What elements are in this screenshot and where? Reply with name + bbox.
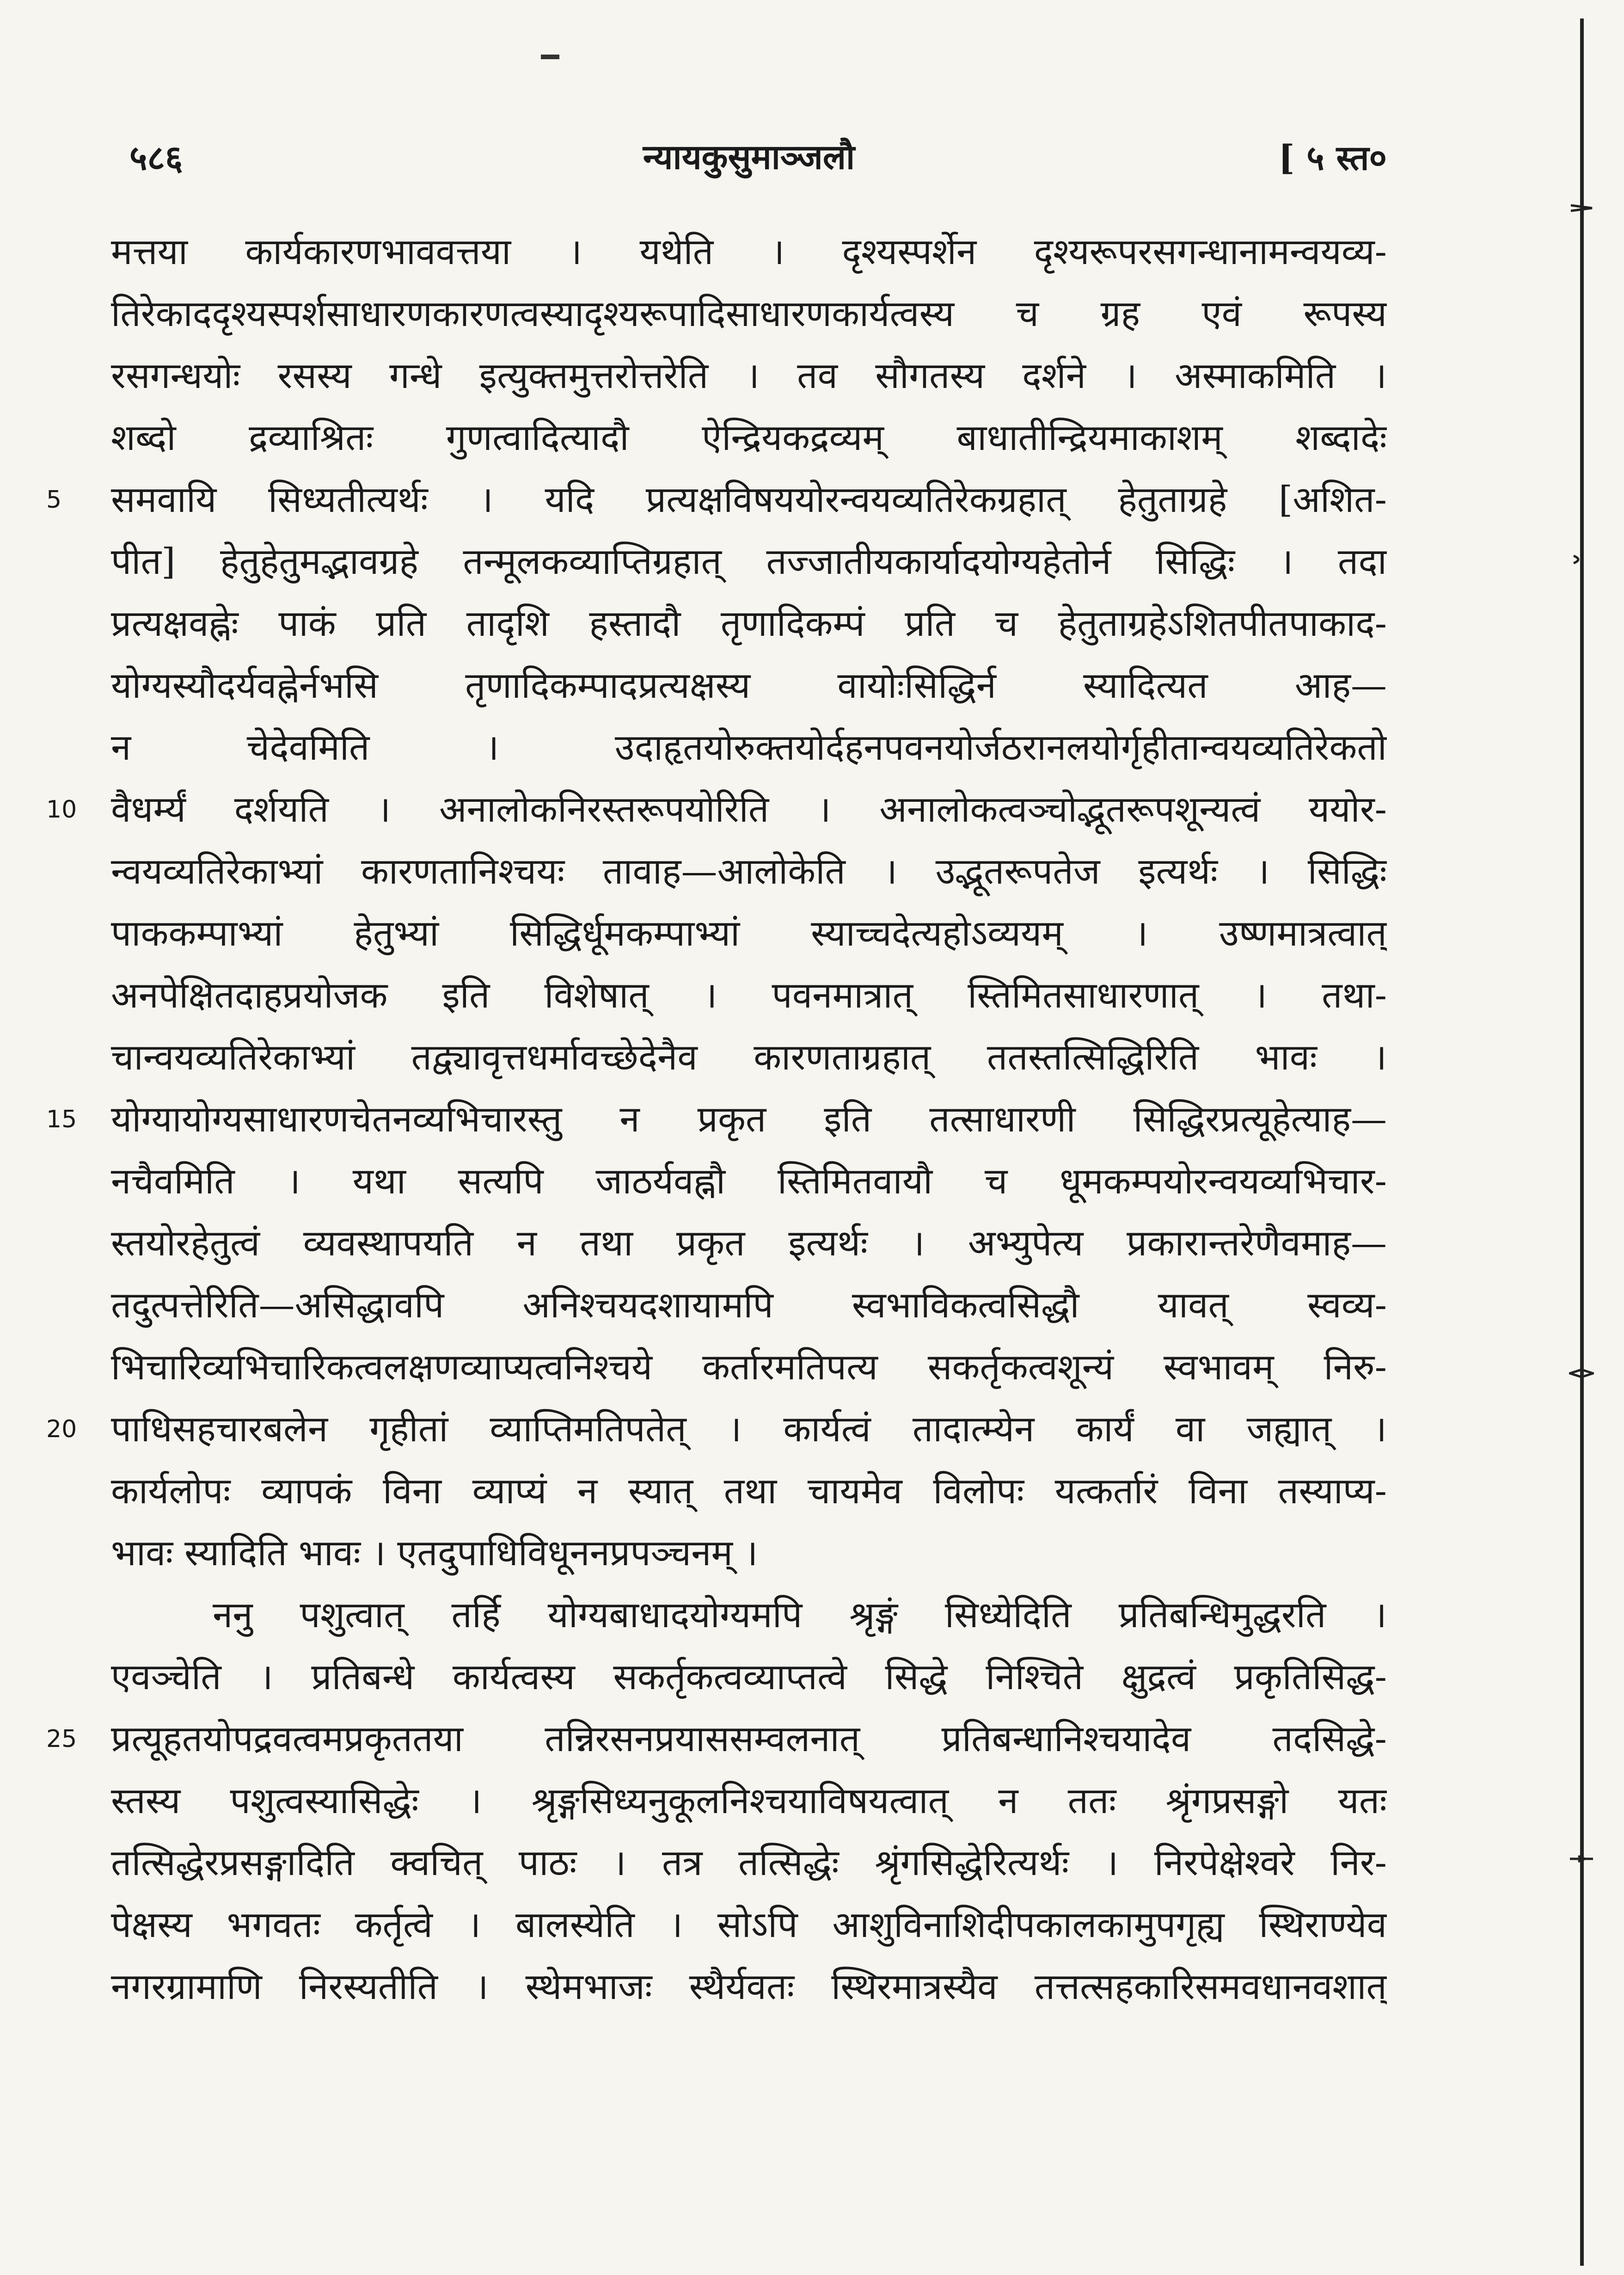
- text-line: पाधिसहचारबलेन गृहीतां व्याप्तिमतिपतेत् । कार्यत्वं तादात्म्येन कार्यं वा जह्यात् ।: [111, 1408, 1387, 1450]
- text-line: योग्यायोग्यसाधारणचेतनव्यभिचारस्तु न प्रकृत इति तत्साधारणी सिद्धिरप्रत्यूहेत्याह—: [111, 1099, 1387, 1140]
- text-line: स्तस्य पशुत्वस्यासिद्धेः । श्रृङ्गसिध्यनुकूलनिश्चयाविषयत्वात् न ततः श्रृंगप्रसङ्गो यतः: [111, 1780, 1387, 1822]
- top-mark: [541, 55, 559, 59]
- text-line: नगरग्रामाणि निरस्यतीति । स्थेमभाजः स्थैर्यवतः स्थिरमात्रस्यैव तत्तत्सहकारिसमवधानवशात्: [111, 1966, 1387, 2008]
- text-line: एवञ्चेति । प्रतिबन्धे कार्यत्वस्य सकर्तृकत्वव्याप्तत्वे सिद्धे निश्चिते क्षुद्रत्वं प्रकृतिसिद्ध-: [111, 1656, 1387, 1698]
- page-number: ५८६: [129, 138, 183, 178]
- text-line: भिचारिव्यभिचारिकत्वलक्षणव्याप्यत्वनिश्चये कर्तारमतिपत्य सकर्तृकत्वशून्यं स्वभावम् निरु-: [111, 1347, 1387, 1388]
- line-number: 10: [46, 796, 77, 824]
- binding-margin-line: [1580, 18, 1584, 2266]
- text-line: न्वयव्यतिरेकाभ्यां कारणतानिश्चयः तावाह—आलोकेति । उद्भूतरूपतेज इत्यर्थः । सिद्धिः: [111, 851, 1387, 892]
- text-line: समवायि सिध्यतीत्यर्थः । यदि प्रत्यक्षविषययोरन्वयव्यतिरेकग्रहात् हेतुताग्रहे [अशित-: [111, 479, 1387, 521]
- text-line: वैधर्म्यं दर्शयति । अनालोकनिरस्तरूपयोरिति । अनालोकत्वञ्चोद्भूतरूपशून्यत्वं ययोर-: [111, 789, 1387, 830]
- section-marker: [ ५ स्त०: [1278, 138, 1387, 178]
- text-line: रसगन्धयोः रसस्य गन्धे इत्युक्तमुत्तरोत्तरेति । तव सौगतस्य दर्शने । अस्माकमिति ।: [111, 355, 1387, 397]
- running-header: [111, 124, 1387, 184]
- text-line: तत्सिद्धेरप्रसङ्गादिति क्वचित् पाठः । तत्र तत्सिद्धेः श्रृंगसिद्धेरित्यर्थः । निरपेक्षेश्वरे निर-: [111, 1842, 1387, 1884]
- line-number: 20: [46, 1415, 77, 1443]
- margin-mark-icon: [1569, 1369, 1594, 1378]
- text-line: भावः स्यादिति भावः । एतदुपाधिविधूननप्रपञ्चनम् ।: [111, 1532, 758, 1574]
- line-number: 25: [46, 1725, 77, 1753]
- text-line: योग्यस्यौदर्यवह्नेर्नभसि तृणादिकम्पादप्रत्यक्षस्य वायोःसिद्धिर्न स्यादित्यत आह—: [111, 665, 1387, 707]
- text-line: कार्यलोपः व्यापकं विना व्याप्यं न स्यात् तथा चायमेव विलोपः यत्कर्तारं विना तस्याप्य-: [111, 1470, 1387, 1512]
- margin-mark-icon: [1569, 1854, 1594, 1863]
- text-line: न चेदेवमिति । उदाहृतयोरुक्तयोर्दहनपवनयोर्जठरानलयोर्गृहीतान्वयव्यतिरेकतो: [111, 727, 1387, 769]
- text-line: प्रत्यूहतयोपद्रवत्वमप्रकृततया तन्निरसनप्रयाससम्वलनात् प्रतिबन्धानिश्चयादेव तदसिद्धे-: [111, 1718, 1387, 1760]
- text-line: तदुत्पत्तेरिति—असिद्धावपि अनिश्चयदशायामपि स्वभाविकत्वसिद्धौ यावत् स्वव्य-: [111, 1285, 1387, 1326]
- text-line: पेक्षस्य भगवतः कर्तृत्वे । बालस्येति । सोऽपि आशुविनाशिदीपकालकामुपगृह्य स्थिराण्येव: [111, 1904, 1387, 1946]
- line-number: 15: [46, 1106, 77, 1133]
- text-line: पाककम्पाभ्यां हेतुभ्यां सिद्धिर्धूमकम्पाभ्यां स्याच्चदेत्यहोऽव्ययम् । उष्णमात्रत्वात्: [111, 913, 1387, 954]
- text-line: अनपेक्षितदाहप्रयोजक इति विशेषात् । पवनमात्रात् स्तिमितसाधारणात् । तथा-: [111, 975, 1387, 1016]
- text-line: तिरेकाददृश्यस्पर्शसाधारणकारणत्वस्यादृश्यरूपादिसाधारणकार्यत्वस्य च ग्रह एवं रूपस्य: [111, 293, 1387, 335]
- text-line: चान्वयव्यतिरेकाभ्यां तद्व्यावृत्तधर्मावच्छेदेनैव कारणताग्रहात् ततस्तत्सिद्धिरिति भावः ।: [111, 1037, 1387, 1078]
- text-line: नचैवमिति । यथा सत्यपि जाठर्यवह्नौ स्तिमितवायौ च धूमकम्पयोरन्वयव्यभिचार-: [111, 1161, 1387, 1202]
- running-title: न्यायकुसुमाञ्जलौ: [643, 137, 855, 177]
- text-line: स्तयोरहेतुत्वं व्यवस्थापयति न तथा प्रकृत इत्यर्थः । अभ्युपेत्य प्रकारान्तरेणैवमाह—: [111, 1223, 1387, 1264]
- line-number: 5: [46, 486, 62, 514]
- text-line: प्रत्यक्षवह्नेः पाकं प्रति तादृशि हस्तादौ तृणादिकम्पं प्रति च हेतुताग्रहेऽशितपीतपाकाद-: [111, 603, 1387, 645]
- text-line: पीत] हेतुहेतुमद्भावग्रहे तन्मूलकव्याप्तिग्रहात् तज्जातीयकार्यादयोग्यहेतोर्न सिद्धिः । तदा: [111, 541, 1387, 583]
- margin-mark-icon: [1569, 555, 1594, 564]
- text-line: मत्तया कार्यकारणभाववत्तया । यथेति । दृश्यस्पर्शेन दृश्यरूपरसगन्धानामन्वयव्य-: [111, 231, 1387, 273]
- text-line: शब्दो द्रव्याश्रितः गुणत्वादित्यादौ ऐन्द्रियकद्रव्यम् बाधातीन्द्रियमाकाशम् शब्दादेः: [111, 417, 1387, 459]
- text-line: ननु पशुत्वात् तर्हि योग्यबाधादयोग्यमपि श्रृङ्गं सिध्येदिति प्रतिबन्धिमुद्धरति ।: [213, 1594, 1387, 1636]
- margin-mark-icon: [1569, 203, 1594, 213]
